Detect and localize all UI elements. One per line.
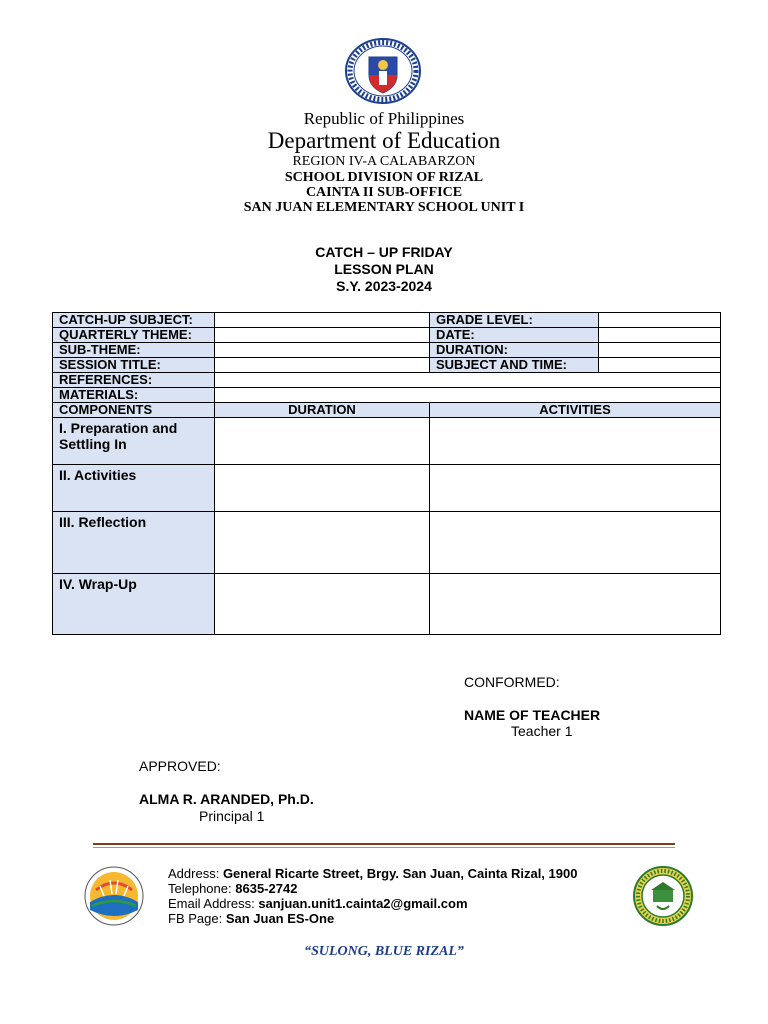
components-header: COMPONENTS xyxy=(53,403,215,418)
address-value: General Ricarte Street, Brgy. San Juan, Cainta Rizal, 1900 xyxy=(222,866,578,881)
table-row xyxy=(53,373,721,388)
san-juan-es-seal-icon xyxy=(631,866,695,926)
table-row xyxy=(53,574,721,635)
table-row xyxy=(53,358,721,373)
subject-time-field[interactable] xyxy=(599,358,721,373)
grade-level-label: GRADE LEVEL: xyxy=(430,313,599,328)
component-label: IV. Wrap-Up xyxy=(53,574,215,635)
materials-field[interactable] xyxy=(215,388,721,403)
subject-time-label: SUBJECT AND TIME: xyxy=(430,358,599,373)
fb-label: FB Page: xyxy=(168,911,223,926)
component-duration-field[interactable] xyxy=(215,512,430,574)
component-label: II. Activities xyxy=(53,465,215,512)
table-header-row xyxy=(53,403,721,418)
sub-theme-label: SUB-THEME: xyxy=(53,343,215,358)
approved-label: APPROVED: xyxy=(139,758,221,774)
table-row xyxy=(53,343,721,358)
fb-line xyxy=(168,911,334,926)
component-label: III. Reflection xyxy=(53,512,215,574)
conformed-label: CONFORMED: xyxy=(464,674,560,690)
telephone-label: Telephone: xyxy=(168,881,232,896)
activities-header: ACTIVITIES xyxy=(430,403,721,418)
school-heading: SAN JUAN ELEMENTARY SCHOOL UNIT I xyxy=(243,200,525,215)
telephone-line xyxy=(168,881,297,896)
materials-label: MATERIALS: xyxy=(53,388,215,403)
doc-title: CATCH – UP FRIDAY xyxy=(315,244,453,260)
component-activities-field[interactable] xyxy=(430,465,721,512)
rizal-division-logo-icon xyxy=(82,866,146,926)
teacher-title: Teacher 1 xyxy=(511,723,573,739)
republic-heading: Republic of Philippines xyxy=(303,109,465,128)
session-title-field[interactable] xyxy=(215,358,430,373)
email-line xyxy=(168,896,468,911)
email-label: Email Address: xyxy=(168,896,255,911)
principal-name: ALMA R. ARANDED, Ph.D. xyxy=(139,791,314,807)
suboffice-heading: CAINTA II SUB-OFFICE xyxy=(305,185,463,200)
table-row xyxy=(53,313,721,328)
address-line xyxy=(168,866,577,881)
component-label: I. Preparation and Settling In xyxy=(53,418,215,465)
region-heading: REGION IV-A CALABARZON xyxy=(292,154,476,169)
duration-header: DURATION xyxy=(215,403,430,418)
references-field[interactable] xyxy=(215,373,721,388)
deped-seal-icon xyxy=(343,37,423,105)
sub-theme-field[interactable] xyxy=(215,343,430,358)
component-duration-field[interactable] xyxy=(215,465,430,512)
fb-value: San Juan ES-One xyxy=(225,911,335,926)
division-heading: SCHOOL DIVISION OF RIZAL xyxy=(284,170,484,185)
lesson-plan-table xyxy=(52,312,721,635)
component-activities-field[interactable] xyxy=(430,574,721,635)
footer-divider xyxy=(93,843,675,845)
quarterly-theme-field[interactable] xyxy=(215,328,430,343)
principal-title: Principal 1 xyxy=(199,808,265,824)
school-motto: “SULONG, BLUE RIZAL” xyxy=(304,944,464,959)
date-field[interactable] xyxy=(599,328,721,343)
department-heading: Department of Education xyxy=(267,128,501,153)
quarterly-theme-label: QUARTERLY THEME: xyxy=(53,328,215,343)
duration-field[interactable] xyxy=(599,343,721,358)
email-value: sanjuan.unit1.cainta2@gmail.com xyxy=(258,896,468,911)
table-row xyxy=(53,388,721,403)
table-row xyxy=(53,418,721,465)
session-title-label: SESSION TITLE: xyxy=(53,358,215,373)
telephone-value: 8635-2742 xyxy=(235,881,298,896)
teacher-name: NAME OF TEACHER xyxy=(464,707,601,723)
duration-label: DURATION: xyxy=(430,343,599,358)
component-activities-field[interactable] xyxy=(430,418,721,465)
component-activities-field[interactable] xyxy=(430,512,721,574)
address-label: Address: xyxy=(168,866,220,881)
table-row xyxy=(53,512,721,574)
footer-divider-accent xyxy=(93,847,675,848)
component-duration-field[interactable] xyxy=(215,418,430,465)
references-label: REFERENCES: xyxy=(53,373,215,388)
table-row xyxy=(53,328,721,343)
component-duration-field[interactable] xyxy=(215,574,430,635)
grade-level-field[interactable] xyxy=(599,313,721,328)
doc-subtitle: LESSON PLAN xyxy=(334,261,434,277)
table-row xyxy=(53,465,721,512)
catchup-subject-label: CATCH-UP SUBJECT: xyxy=(53,313,215,328)
date-label: DATE: xyxy=(430,328,599,343)
school-year: S.Y. 2023-2024 xyxy=(336,278,432,294)
catchup-subject-field[interactable] xyxy=(215,313,430,328)
